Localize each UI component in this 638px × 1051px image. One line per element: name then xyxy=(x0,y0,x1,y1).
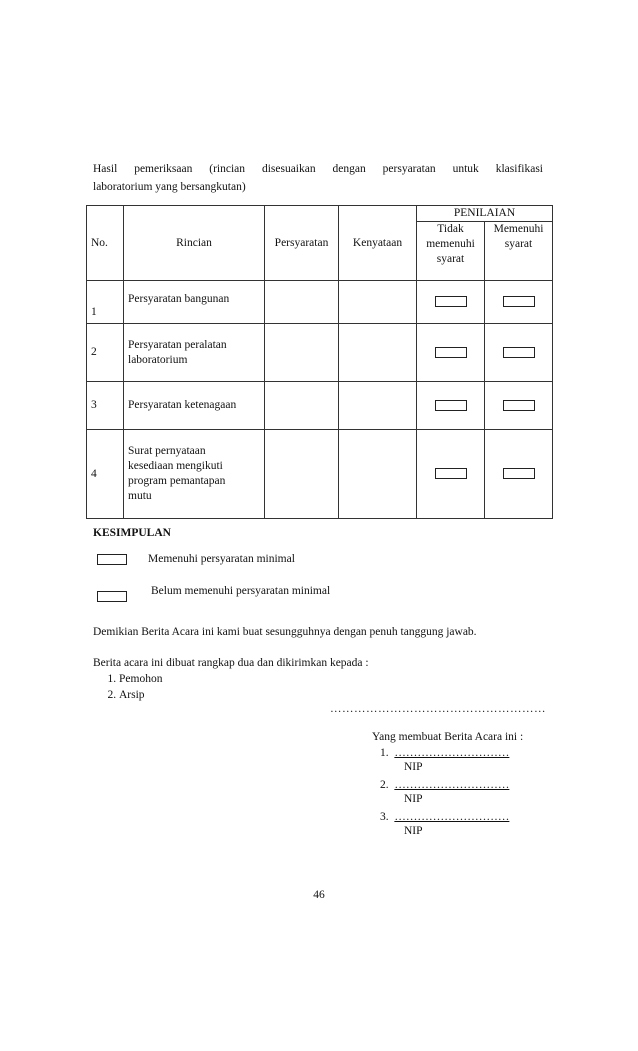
rincian-line: Persyaratan bangunan xyxy=(128,293,230,305)
row-rincian xyxy=(124,430,265,519)
header-memenuhi xyxy=(485,222,553,281)
row-memenuhi-cell xyxy=(485,324,553,382)
statement-text: Demikian Berita Acara ini kami buat sesungguhnya dengan penuh tanggung jawab. xyxy=(93,626,477,638)
row-persyaratan xyxy=(265,430,339,519)
header-rincian: Rincian xyxy=(124,206,265,281)
header-memenuhi-line-1: Memenuhi xyxy=(493,223,544,235)
memenuhi-checkbox[interactable] xyxy=(503,296,535,307)
rincian-line: program pemantapan xyxy=(128,475,226,487)
row-number: 2 xyxy=(87,324,124,382)
row-kenyataan xyxy=(339,430,417,519)
rincian-line: Persyaratan peralatan xyxy=(128,338,227,351)
header-no: No. xyxy=(87,206,124,281)
header-kenyataan: Kenyataan xyxy=(339,206,417,281)
row-tidak-memenuhi-cell xyxy=(417,324,485,382)
signer-1 xyxy=(380,745,509,761)
row-memenuhi-cell xyxy=(485,382,553,430)
option-memenuhi-checkbox[interactable] xyxy=(97,554,127,565)
row-memenuhi-cell xyxy=(485,281,553,324)
row-persyaratan xyxy=(265,382,339,430)
option-belum-memenuhi-checkbox[interactable] xyxy=(97,591,127,602)
header-tidak-memenuhi xyxy=(417,222,485,281)
distribution-intro: Berita acara ini dibuat rangkap dua dan dikirimkan kepada : xyxy=(93,657,369,669)
signer-nip: NIP xyxy=(404,761,423,773)
option-belum-memenuhi-label: Belum memenuhi persyaratan minimal xyxy=(151,585,331,597)
table-row xyxy=(87,324,553,382)
header-memenuhi-line-2: syarat xyxy=(504,238,533,250)
header-penilaian: PENILAIAN xyxy=(417,206,553,222)
signer-3 xyxy=(380,809,509,825)
intro-line-2: laboratorium yang bersangkutan) xyxy=(93,181,246,193)
memenuhi-checkbox[interactable] xyxy=(503,468,535,479)
tidak-memenuhi-checkbox[interactable] xyxy=(435,347,467,358)
row-tidak-memenuhi-cell xyxy=(417,281,485,324)
header-persyaratan: Persyaratan xyxy=(265,206,339,281)
signature-heading: Yang membuat Berita Acara ini : xyxy=(372,731,524,743)
header-tidak-line-2: memenuhi xyxy=(426,238,475,250)
header-tidak-line-3: syarat xyxy=(436,253,465,265)
row-tidak-memenuhi-cell xyxy=(417,382,485,430)
signer-number: 2. xyxy=(380,779,389,791)
rincian-line: mutu xyxy=(128,490,152,502)
rincian-line: Persyaratan ketenagaan xyxy=(128,399,237,411)
place-date-line: ……………………………………………… xyxy=(330,703,546,715)
rincian-line: kesediaan mengikuti xyxy=(128,460,223,472)
table-row xyxy=(87,430,553,519)
rincian-line: Surat pernyataan xyxy=(128,445,206,457)
signer-nip: NIP xyxy=(404,825,423,837)
option-memenuhi-label: Memenuhi persyaratan minimal xyxy=(148,553,295,565)
intro-paragraph xyxy=(93,160,543,196)
list-item: 1. Pemohon xyxy=(119,671,162,687)
signer-2 xyxy=(380,777,509,793)
row-number: 3 xyxy=(87,382,124,430)
row-kenyataan xyxy=(339,281,417,324)
distribution-list xyxy=(93,671,162,703)
row-persyaratan xyxy=(265,281,339,324)
signer-name-line: ………………………… xyxy=(394,747,510,759)
assessment-table xyxy=(86,205,553,519)
memenuhi-checkbox[interactable] xyxy=(503,400,535,411)
table-row xyxy=(87,281,553,324)
row-rincian xyxy=(124,281,265,324)
list-item: 2. Arsip xyxy=(119,687,162,703)
table-row xyxy=(87,382,553,430)
row-rincian xyxy=(124,382,265,430)
rincian-line: laboratorium xyxy=(128,353,188,366)
signer-name-line: ………………………… xyxy=(394,779,510,791)
row-persyaratan xyxy=(265,324,339,382)
kesimpulan-title: KESIMPULAN xyxy=(93,527,171,539)
signer-number: 1. xyxy=(380,747,389,759)
tidak-memenuhi-checkbox[interactable] xyxy=(435,468,467,479)
row-memenuhi-cell xyxy=(485,430,553,519)
intro-line-1: Hasil pemeriksaan (rincian disesuaikan dengan persyaratan untuk klasifikasi xyxy=(93,163,543,175)
header-tidak-line-1: Tidak xyxy=(437,223,464,235)
memenuhi-checkbox[interactable] xyxy=(503,347,535,358)
page-number: 46 xyxy=(313,889,325,901)
row-tidak-memenuhi-cell xyxy=(417,430,485,519)
row-kenyataan xyxy=(339,324,417,382)
tidak-memenuhi-checkbox[interactable] xyxy=(435,400,467,411)
row-number: 4 xyxy=(87,430,124,519)
signer-number: 3. xyxy=(380,811,389,823)
row-number: 1 xyxy=(87,281,124,324)
row-kenyataan xyxy=(339,382,417,430)
row-rincian xyxy=(124,324,265,382)
signer-name-line: ………………………… xyxy=(394,811,510,823)
signer-nip: NIP xyxy=(404,793,423,805)
tidak-memenuhi-checkbox[interactable] xyxy=(435,296,467,307)
